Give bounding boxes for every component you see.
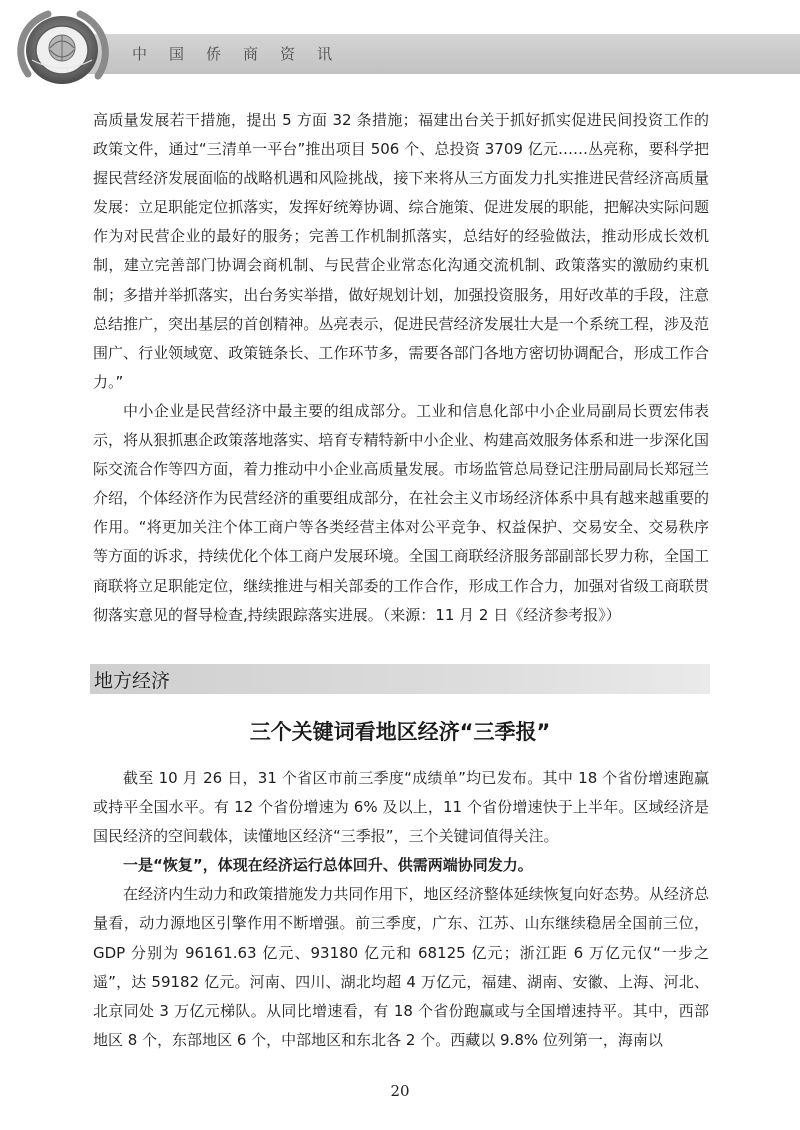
section-header-bar (90, 664, 710, 694)
header-title: 中国侨商资讯 (132, 45, 355, 63)
article-continuation (93, 106, 709, 630)
paragraph: 截至 10 月 26 日，31 个省区市前三季度“成绩单”均已发布。其中 18 个省份增速跑赢或持平全国水平。有 12 个省份增速为 6% 及以上，11 个省份增速快于上半年。区域经济是国民经济的空间载体，读懂地区经济“三季报”，三个关键词值得关注。 (93, 769, 709, 846)
article-body (93, 764, 709, 1055)
section-label: 地方经济 (94, 670, 171, 692)
paragraph: 在经济内生动力和政策措施发力共同作用下，地区经济整体延续恢复向好态势。从经济总量看，动力源地区引擎作用不断增强。前三季度，广东、江苏、山东继续稳居全国前三位，GDP 分别为 96161.63 亿元、93180 亿元和 68125 亿元；浙江距 6 万亿元仅“一步之遥”，达 59182 亿元。河南、四川、湖北均超 4 万亿元，福建、湖南、安徽、上海、河北、北京同处 3 万亿元梯队。从同比增速看，有 18 个省份跑赢或与全国增速持平。其中，西部地区 8 个，东部地区 6 个，中部地区和东北各 2 个。西藏以 9.8% 位列第一，海南以 (93, 885, 709, 1049)
paragraph (93, 397, 709, 630)
article-title: 三个关键词看地区经济“三季报” (249, 720, 551, 744)
source-citation: （来源：11 月 2 日《经济参考报》） (382, 605, 621, 624)
paragraph-text: 中小企业是民营经济中最主要的组成部分。工业和信息化部中小企业局副局长贾宏伟表示，将从狠抓惠企政策落地落实、培育专精特新中小企业、构建高效服务体系和进一步深化国际交流合作等四方面，着力推动中小企业高质量发展。市场监管总局登记注册局副局长郑冠兰介绍，个体经济作为民营经济的重要组成部分，在社会主义市场经济体系中具有越来越重要的作用。“将更加关注个体工商户等各类经营主体对公平竞争、权益保护、交易安全、交易秩序等方面的诉求，持续优化个体工商户发展环境。全国工商联经济服务部副部长罗力称，全国工商联将立足职能定位，继续推进与相关部委的工作合作，形成工作合力，加强对省级工商联贯彻落实意见的督导检查,持续跟踪落实进展。 (93, 401, 709, 624)
subheading: 一是“恢复”，体现在经济运行总体回升、供需两端协同发力。 (123, 856, 533, 875)
logo-emblem-icon (10, 4, 114, 94)
paragraph: 高质量发展若干措施，提出 5 方面 32 条措施；福建出台关于抓好抓实促进民间投资工作的政策文件，通过“三清单一平台”推出项目 506 个、总投资 3709 亿元……丛亮称，要科学把握民营经济发展面临的战略机遇和风险挑战，接下来将从三方面发力扎实推进民营经济高质量发展：立足职能定位抓落实，发挥好统筹协调、综合施策、促进发展的职能，把解决实际问题作为对民营企业的最好的服务；完善工作机制抓落实，总结好的经验做法，推动形成长效机制，建立完善部门协调会商机制、与民营企业常态化沟通交流机制、政策落实的激励约束机制；多措并举抓落实，出台务实举措，做好规划计划，加强投资服务，用好改革的手段，注意总结推广，突出基层的首创精神。丛亮表示，促进民营经济发展壮大是一个系统工程，涉及范围广、行业领域宽、政策链条长、工作环节多，需要各部门各地方密切协调配合，形成工作合力。” (93, 111, 709, 391)
page-header (0, 0, 800, 100)
page-number: 20 (390, 1082, 410, 1100)
